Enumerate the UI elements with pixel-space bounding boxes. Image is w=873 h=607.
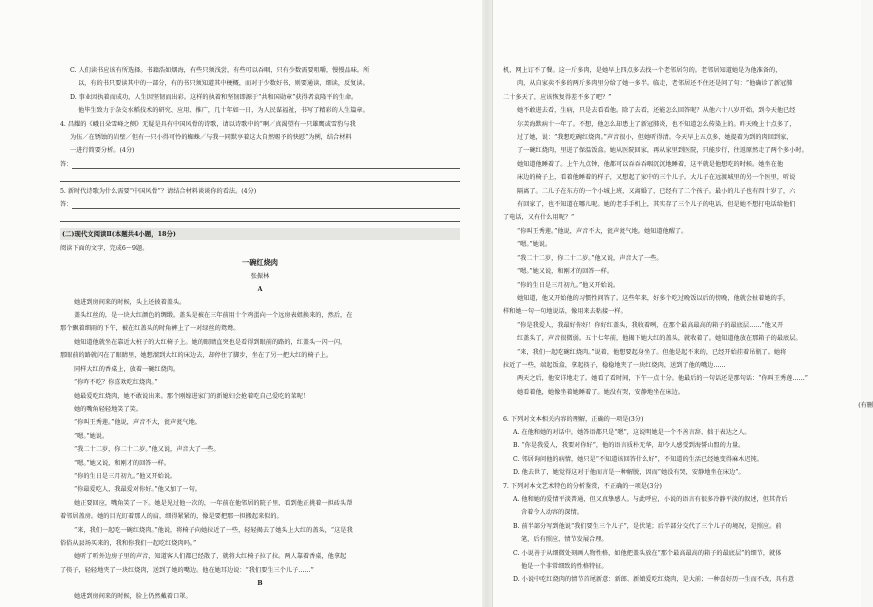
story-line: “你叫王秀莲。”他说，声音不大，瓮声瓮气地。	[74, 419, 201, 427]
question-7-option-line-3[interactable]: B. 前半部分写到他说“我们要生三个儿子”，是伏笔；后半部分交代了三个儿子的境况，是照应。前	[513, 522, 782, 530]
story-line: 她不敢进去看，生病，只是去看看他。除了去看，还能怎么回答呢？从他六十八岁开始，到今天他已经	[517, 107, 796, 115]
section-header: (二)现代文阅读Ⅱ(本题共4小题，18分)	[60, 228, 460, 240]
question-5-answer-area[interactable]	[60, 198, 460, 225]
story-line: 她知道，他又开始他的习惯性问答了。这些年来，好多个吃过晚饭以后的傍晚，他就会扯着她的手，	[517, 294, 790, 302]
story-line: 床边的椅子上，看着他睡着的样子，又想起了家中的三个儿子。大儿子在远渡城里的另一个医里，听说	[517, 174, 796, 182]
question-7-option-line-7[interactable]: D. 小说中吃红烧肉的情节首尾新意：新郎、新娘爱吃红烧肉，是大前；一种喜好历一生而不改，具有意	[513, 576, 794, 584]
story-line: 了电话，又有什么用呢？”	[503, 214, 575, 222]
story-continuation	[503, 64, 873, 399]
story-line: 盖头红丝的，是一块大红颜色的绸缎。盖头是被在三年前用十个鸡蛋向一个远房表姐换来的，然后，在	[74, 312, 353, 320]
story-line: 俗俗从县场买来的，我和你我们一起吃红烧肉吗。”	[60, 539, 197, 547]
story-line: 着邻居盖房。她的目光盯着那人的肩，细得紧紧的，像是要把那一担搬起来似的。	[60, 513, 283, 521]
story-line: “你咋不吃？你喜欢吃红烧肉。”	[74, 379, 158, 387]
story-line: 同样大红的香桌上，放着一碗红烧肉。	[74, 365, 180, 373]
story-line: “你是我爱人，我最好你好！你好红盖头，我收着咧，在那个最高最高的箱子的最底层……”他又开	[517, 321, 784, 329]
option-d-line-2: 他毕生致力于杂交水稻技术的研究、应用、推广，几十年如一日，为人民谋福祉，书写了精彩的人生篇章。	[78, 107, 369, 115]
story-line: 机，网上订不了餐。这一斤多肉，是她早上四点多去找一个老邻居匀的。老邻居知道她是为他准备的，	[503, 67, 782, 74]
question-4-answer-area[interactable]	[60, 158, 460, 185]
question-6-option-b[interactable]: B. “你是我爱人，我要对你好”，他的语言质朴无华，却令人感受到海誓山盟的力量。	[513, 442, 745, 450]
question-4-line-3: 一进行简要分析。(4分)	[70, 147, 135, 155]
story-line: “我二十二岁，你二十二岁。”他又说，声音大了一些。	[517, 254, 663, 262]
story-line: 过了她，说：“我想吃碗红烧肉。”声音很小，但她听得清。今天早上五点多，她提着为到的肉回到家，	[517, 134, 793, 142]
story-line: 拉近了一些，端起饭盒，拿起筷子，稳稳地夹了一块红烧肉，送到了他的嘴边……	[503, 361, 726, 369]
question-7-option-line-2[interactable]: 含着令人动容的深情。	[521, 509, 583, 517]
story-line: 两天之后，他安详地走了。她看了看时间，下午一点十分。他最后的一句话还是那句话：“你叫王秀莲……”	[517, 375, 808, 383]
option-c-line-1: C. 人们读书应该有所选择。书籍浩如烟海，有些只须浅尝，有些可以吞咽，只有少数需要咀嚼，慢慢品味。所	[70, 67, 370, 74]
question-4-line-2: 为伍／在锈蚀的岩壁／但有一只小得可怜的蜘蛛／与我一同默享着这大自然赐予的快慰”为例，结合材料	[70, 134, 352, 142]
story-line: 她知道他睡着了。上午九点钟，他都可以吞吞吞咽沉沉地睡着，这平就是他想吃的时候。她坐在他	[517, 160, 784, 168]
reading-instruction: 阅读下面的文字，完成6～9题。	[60, 245, 149, 253]
answer-line	[60, 181, 460, 182]
book-gutter	[482, 0, 492, 607]
question-6: 6. 下列对文本相关内容的理解，正确的一项是(3分)	[503, 415, 644, 423]
story-line: 了筷子，轻轻地夹了一块红烧肉，送到了她的嘴边。他在她耳边说：“我们要生三个儿子……”	[60, 566, 314, 574]
story-line: “你最爱吃人，我最爱对你好。”他又加了一句。	[74, 486, 201, 494]
question-6-option-c[interactable]: C. 邻居询问他的病情，她只是“不知道该回答什么好”，不知道的生活已经她变得麻木迟钝。	[513, 455, 763, 463]
story-line: “嗯。”她说。	[517, 241, 552, 249]
question-7-option-line-4[interactable]: 笔，后有照应，情节发展合理。	[521, 536, 608, 544]
part-a-marker: A	[257, 285, 263, 293]
answer-line	[72, 208, 460, 209]
left-column	[60, 64, 460, 604]
question-5: 5. 新时代诗歌为什么需要“中国风骨”？请结合材料谈谈你的看法。(4分)	[60, 187, 257, 195]
story-line: “你的生日是三月初九。”他又开始说。	[517, 281, 620, 289]
question-7-option-line-6[interactable]: 他是一个非常细致的性格特征。	[521, 563, 608, 571]
story-line: 隔离了。二儿子在东方的一个小城上班，又离婚了，已经有了二个孩子。最小的儿子也有四十岁了，六	[517, 187, 796, 195]
story-line: “嗯。”她又说，和刚才的回答一样。	[74, 459, 171, 467]
story-line: 尔芙海默病十一年了。不想，他怎么却患上了新冠肺炎，也不知道怎么传染上的。昨天晚上十点多了，	[517, 120, 796, 128]
story-line: 二十多天了，应该恢复得差不多了吧？”	[503, 93, 612, 101]
story-line: 红盖头了，声音很微弱。五十七年前，他揭下她大红的盖头，就收着了。她知道他放在那箱子的最底层。	[517, 335, 802, 343]
answer-label: 答：	[60, 201, 73, 209]
story-line: 了一碗红烧肉，里迸了保温饭盒。她从医院回家，再从家里到医院，只能步行，往返原然走了两个多小时。	[517, 147, 808, 155]
story-line: “你的生日是三月初九。”他又开始说。	[74, 472, 177, 480]
abridged-note: (有删	[858, 402, 873, 410]
story-line: 她的嘴角轻轻地笑了笑。	[74, 405, 143, 413]
story-line: 她知道他就坐在靠近大桩子的大红椅子上。她的眼睛直突也是看得到眼前的路的，红盖头一闪一闪，	[74, 338, 347, 346]
question-7-options	[503, 493, 873, 587]
question-6-option-a[interactable]: A. 在他和她的对话中，她答语都只是“嗯”，这说明她是一个不善言辞、拙于表达之人。	[513, 428, 751, 436]
story-line: 她正要回应，嘴角笑了一下。她是见过他一次的，一年前在他邻居的院子里，看到他正挑着一担砖头帮	[74, 499, 353, 507]
story-line: 她听了听外边房子里的声音，知道客人们都已经散了，就将大红椅子拉了拉。两人靠着香桌，他拿起	[74, 553, 347, 561]
question-6-options	[503, 426, 873, 480]
answer-line	[60, 221, 460, 222]
story-line: 她进到房间来的时候，脸上仍然戴着口罩。	[74, 593, 192, 601]
story-author: 张振林	[250, 272, 270, 280]
right-page	[492, 0, 873, 607]
story-line: 那个飘着细雨的下午，被在红盖头的时角裤上了一对绿丝的鸳鸯。	[60, 325, 240, 333]
part-b-marker: B	[257, 580, 263, 588]
right-column	[503, 64, 873, 587]
question-4-line-1: 4. 昌耀的《峨日朵雪峰之侧》无疑是具有中国风骨的诗歌，请以诗歌中的“啊／真渴望有一只雄鹰或雪豹与我	[60, 120, 356, 128]
answer-label: 答：	[60, 160, 73, 168]
story-line: 她看着他，她像坐着她睡着了。她没有哭，安静地坐在床边。	[517, 388, 685, 396]
option-c-line-2: 以，有的书只要读其中的一部分，有的书只须知道其中梗概，而对于少数好书，则要通读，细读，反复读。	[78, 80, 369, 88]
story-line: “来，我们一起吃碗红烧肉。”说着，他想要起身坐了。但他是起不来的，已经开始挂着吊瓶了。她将	[517, 348, 787, 356]
option-d-line-1: D. 事业因执着而成功，人生因坚韧而出彩。这样的执着和坚韧即源于“共和国勋章”获得者袁隆平的生命。	[70, 93, 358, 101]
question-6-option-d[interactable]: D. 他去世了，她觉得这对于他而言是一种解脱，因而“她没有哭，安静地坐在床边”。	[513, 469, 745, 477]
question-7: 7. 下列对本文艺术特色的分析鉴赏，不正确的一项是(3分)	[503, 482, 662, 490]
story-line: “来，我们一起吃一碗红烧肉。”他说，将椅子向她拉近了一些，轻轻揭去了她头上大红的盖头，“这是我	[74, 526, 353, 534]
story-line: “你叫王秀莲。”他说，声音不大，瓮声瓮气地。她知道他醒了。	[517, 227, 688, 235]
question-7-option-line-5[interactable]: C. 小说善于从细微处刻画人物性格，如他把盖头放在“那个最高最高的箱子的最底层”的细节，就体	[513, 549, 782, 557]
story-line: 有回家了，也不知道在哪儿呢。她的老手手机上，其实存了三个儿子的电话，但是她不想打电话给他们	[517, 201, 796, 209]
answer-line	[72, 168, 460, 169]
story-line: 样和她一句一句地说话，像用来去粘接一样。	[503, 308, 627, 316]
story-line: “嗯。”她说。	[74, 432, 109, 440]
story-line: 那眼前的路就闪在了眼睛里，她想溜到大红的床边去，却停住了脚步，坐在了另一把大红的椅子上。	[60, 352, 333, 360]
story-title: 一碗红烧肉	[242, 257, 278, 267]
story-line: “我二十二岁，你二十二岁。”他又说，声音大了一些。	[74, 446, 220, 454]
story-line: “嗯。”她又说，和刚才的回答一样。	[517, 268, 614, 276]
story-line: 肉，从自家卖不多的两斤多肉里分给了她一多半。临走，老邻居还不住还是问了句：“他确诊了新冠肺	[517, 80, 793, 88]
story-line: 她最爱吃红烧肉，她不敢说出来。那个刚嫁进家门的新媳妇会抢着吃自己爱吃的菜呢！	[74, 392, 310, 400]
story-body	[60, 296, 460, 578]
question-7-option-line-1[interactable]: A. 他和她的爱情平淡普通，但又真挚感人。与此呼应，小说的语言有很多冷静平淡的叙述，但其背后	[513, 496, 788, 503]
story-line: 她进到房间来的时候，头上还披着盖头。	[74, 298, 186, 306]
